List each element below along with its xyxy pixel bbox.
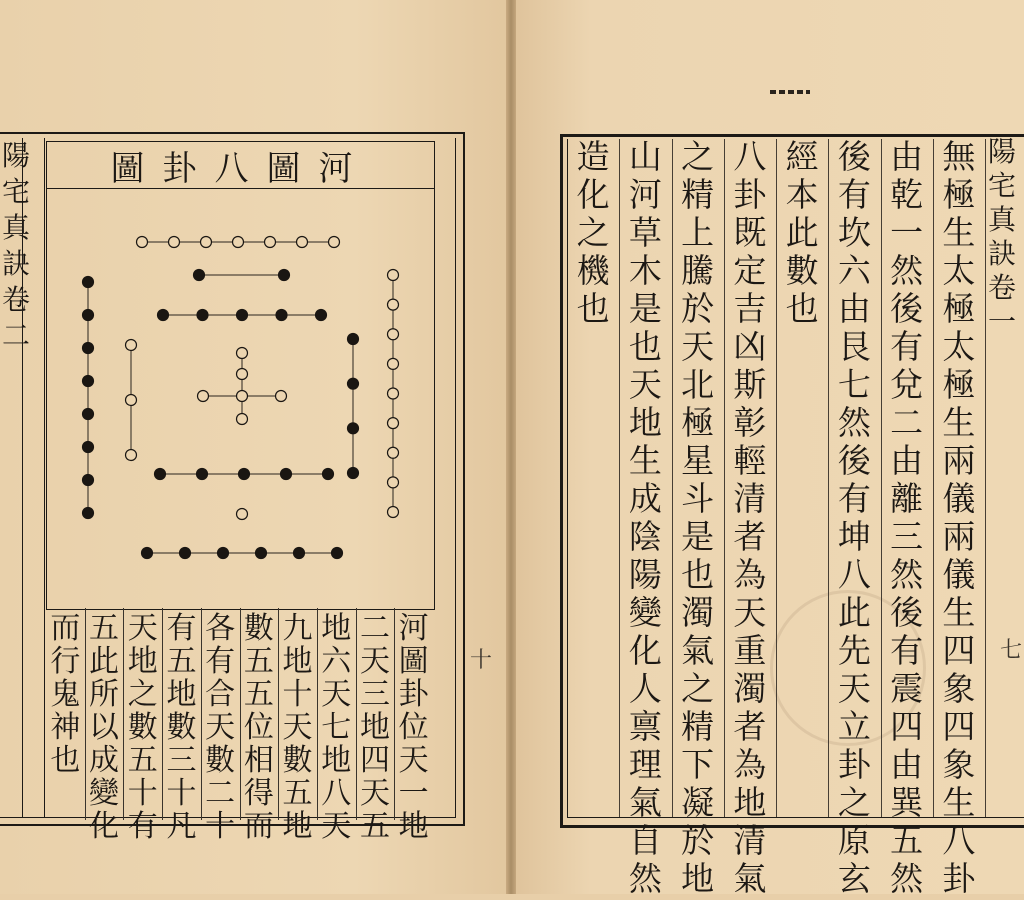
lower-dot: [239, 469, 250, 480]
spine-char: 陽: [2, 139, 31, 172]
west-dot: [83, 508, 94, 519]
column-rule: [881, 139, 882, 817]
commentary-column: 數 五 五 位 相 得 而: [243, 611, 274, 844]
bottom-dot: [218, 548, 229, 559]
chart-title-bar: [47, 142, 434, 189]
commentary-column: 二 天 三 地 四 天 五: [359, 611, 390, 844]
spine-char: 二: [2, 319, 31, 352]
upper-dot: [237, 310, 248, 321]
spine-char: 陽: [988, 135, 1017, 168]
commentary-column: 天 地 之 數 五 十 有: [127, 611, 158, 844]
commentary-column: 而 行 鬼 神 也: [50, 611, 81, 778]
column-rule: [85, 608, 86, 820]
column-rule: [828, 139, 829, 817]
west-dot: [83, 409, 94, 420]
hetu-chart-box: [46, 141, 435, 610]
text-column: 造 化 之 機 也: [576, 137, 610, 328]
north-south-dot: [137, 237, 148, 248]
west-dot: [83, 475, 94, 486]
hetu-diagram: [47, 189, 434, 609]
text-column: 之 精 上 騰 於 天 北 極 星 斗 是 也 濁 氣 之 精 下 凝 於 地: [681, 137, 715, 898]
metal-dot: [388, 477, 399, 488]
commentary-column: 九 地 十 天 數 五 地: [282, 611, 313, 844]
center-dot: [237, 391, 248, 402]
center-dot: [198, 391, 209, 402]
column-rule: [240, 608, 241, 820]
upper-dot: [316, 310, 327, 321]
column-rule: [394, 608, 395, 820]
spine-char: 一: [988, 305, 1017, 338]
west-dot: [83, 376, 94, 387]
center-dot: [237, 414, 248, 425]
left-folio: 十: [470, 648, 493, 673]
center-dot: [237, 369, 248, 380]
text-column: 無 極 生 太 極 太 極 生 兩 儀 兩 儀 生 四 象 四 象 生 八 卦: [942, 137, 976, 898]
metal-dot: [388, 270, 399, 281]
spine-char: 卷: [988, 271, 1017, 304]
north-south-dot: [297, 237, 308, 248]
spine-char: 卷: [2, 283, 31, 316]
bottom-dot: [142, 548, 153, 559]
commentary-column: 五 此 所 以 成 變 化: [89, 611, 120, 844]
bottom-dot: [332, 548, 343, 559]
column-rule: [672, 139, 673, 817]
west-dot: [83, 277, 94, 288]
column-rule: [776, 139, 777, 817]
north-south-dot: [233, 237, 244, 248]
west-dot: [83, 310, 94, 321]
upper-dot: [276, 310, 287, 321]
metal-dot: [388, 418, 399, 429]
center-dot: [276, 391, 287, 402]
spine-char: 訣: [988, 237, 1017, 270]
north-south-dot: [169, 237, 180, 248]
metal-dot: [388, 507, 399, 518]
metal-dot: [388, 447, 399, 458]
wood-dot: [126, 450, 137, 461]
west-dot: [83, 442, 94, 453]
metal-inner-dot: [348, 423, 359, 434]
book-gutter: [506, 0, 516, 894]
north-south-dot: [201, 237, 212, 248]
wood-dot: [126, 340, 137, 351]
column-rule: [123, 608, 124, 820]
column-rule: [933, 139, 934, 817]
bottom-dot: [180, 548, 191, 559]
spine-char: 訣: [2, 247, 31, 280]
column-rule: [619, 139, 620, 817]
right-spine-title: [988, 135, 1017, 342]
metal-inner-dot: [348, 378, 359, 389]
text-column: 經 本 此 數 也: [785, 137, 819, 328]
bottom-dot: [256, 548, 267, 559]
spine-char: 真: [988, 203, 1017, 236]
north-south-dot: [329, 237, 340, 248]
right-folio: 七: [1000, 638, 1023, 663]
left-spine-title: [2, 139, 31, 358]
metal-dot: [388, 329, 399, 340]
bottom-dot: [294, 548, 305, 559]
text-column: 八 卦 既 定 吉 凶 斯 彰 輕 清 者 為 天 重 濁 者 為 地 清 氣: [733, 137, 767, 898]
spine-char: 真: [2, 211, 31, 244]
text-column: 山 河 草 木 是 也 天 地 生 成 陰 陽 變 化 人 禀 理 氣 自 然: [628, 137, 662, 898]
wood-dot: [126, 395, 137, 406]
lower-dot: [155, 469, 166, 480]
column-rule: [724, 139, 725, 817]
upper-dot: [197, 310, 208, 321]
fire-dot: [194, 270, 205, 281]
fire-dot: [279, 270, 290, 281]
metal-inner-dot: [348, 334, 359, 345]
center-dot: [237, 348, 248, 359]
commentary-column: 各 有 合 天 數 二 十: [205, 611, 236, 844]
metal-inner-dot: [348, 468, 359, 479]
column-rule: [356, 608, 357, 820]
text-column: 後 有 坎 六 由 艮 七 然 後 有 坤 八 此 先 天 立 卦 之 原 玄: [837, 137, 871, 898]
metal-dot: [388, 299, 399, 310]
metal-dot: [388, 388, 399, 399]
column-rule: [278, 608, 279, 820]
north-south-dot: [265, 237, 276, 248]
metal-dot: [388, 358, 399, 369]
lower-dot: [281, 469, 292, 480]
column-rule: [201, 608, 202, 820]
text-column: 由 乾 一 然 後 有 兌 二 由 離 三 然 後 有 震 四 由 巽 五 然: [890, 137, 924, 898]
commentary-column: 地 六 天 七 地 八 天: [321, 611, 352, 844]
chart-title: 河圖八卦圖: [110, 148, 371, 189]
column-rule: [162, 608, 163, 820]
chart-commentary: [46, 608, 433, 844]
column-rule: [317, 608, 318, 820]
lower-dot: [197, 469, 208, 480]
west-dot: [83, 343, 94, 354]
spine-char: 宅: [988, 169, 1017, 202]
water-dot: [237, 509, 248, 520]
ink-smudge: [770, 90, 810, 94]
commentary-column: 河 圖 卦 位 天 一 地: [398, 611, 429, 844]
commentary-column: 有 五 地 數 三 十 凡: [166, 611, 197, 844]
spine-char: 宅: [2, 175, 31, 208]
upper-dot: [158, 310, 169, 321]
lower-dot: [323, 469, 334, 480]
